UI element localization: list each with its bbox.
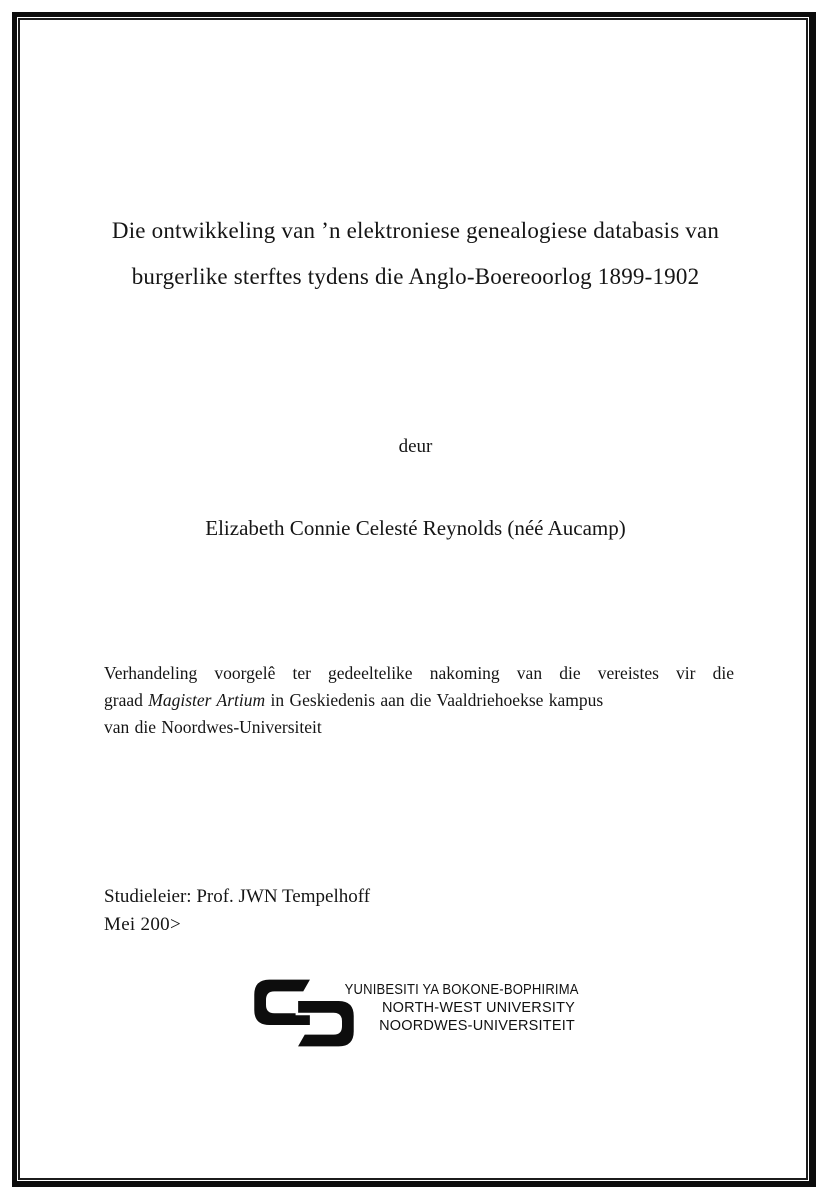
thesis-title — [60, 208, 771, 300]
thesis-title-line1: Die ontwikkeling van ’n elektroniese genealogiese databasis van — [111, 218, 720, 243]
nwu-logo-wordmark — [319, 981, 579, 1035]
supervisor-block — [104, 883, 370, 939]
date-line: Mei 200> — [104, 914, 181, 935]
logo-line-afrikaans: NOORDWES-UNIVERSITEIT — [379, 1018, 575, 1034]
thesis-title-line2: burgerlike sterftes tydens die Anglo-Boereoorlog 1899-1902 — [131, 264, 700, 289]
nwu-logo — [253, 978, 579, 1048]
submission-line2 — [104, 687, 734, 714]
submission-line3: van die Noordwes-Universiteit — [104, 717, 322, 737]
submission-line2-suffix: in Geskiedenis aan die Vaaldriehoekse kampus — [265, 690, 604, 710]
author-name: Elizabeth Connie Celesté Reynolds (néé Aucamp) — [205, 516, 626, 540]
logo-line-setswana: YUNIBESITI YA BOKONE-BOPHIRIMA — [344, 982, 579, 998]
submission-statement — [104, 660, 734, 741]
byline-label: deur — [398, 436, 433, 457]
logo-line-english: NORTH-WEST UNIVERSITY — [382, 1000, 575, 1016]
degree-name: Magister Artium — [148, 690, 266, 710]
submission-line1: Verhandeling voorgelê ter gedeeltelike nakoming van die vereistes vir die — [104, 663, 734, 683]
supervisor-line: Studieleier: Prof. JWN Tempelhoff — [104, 886, 371, 907]
submission-line2-prefix: graad — [104, 690, 149, 710]
